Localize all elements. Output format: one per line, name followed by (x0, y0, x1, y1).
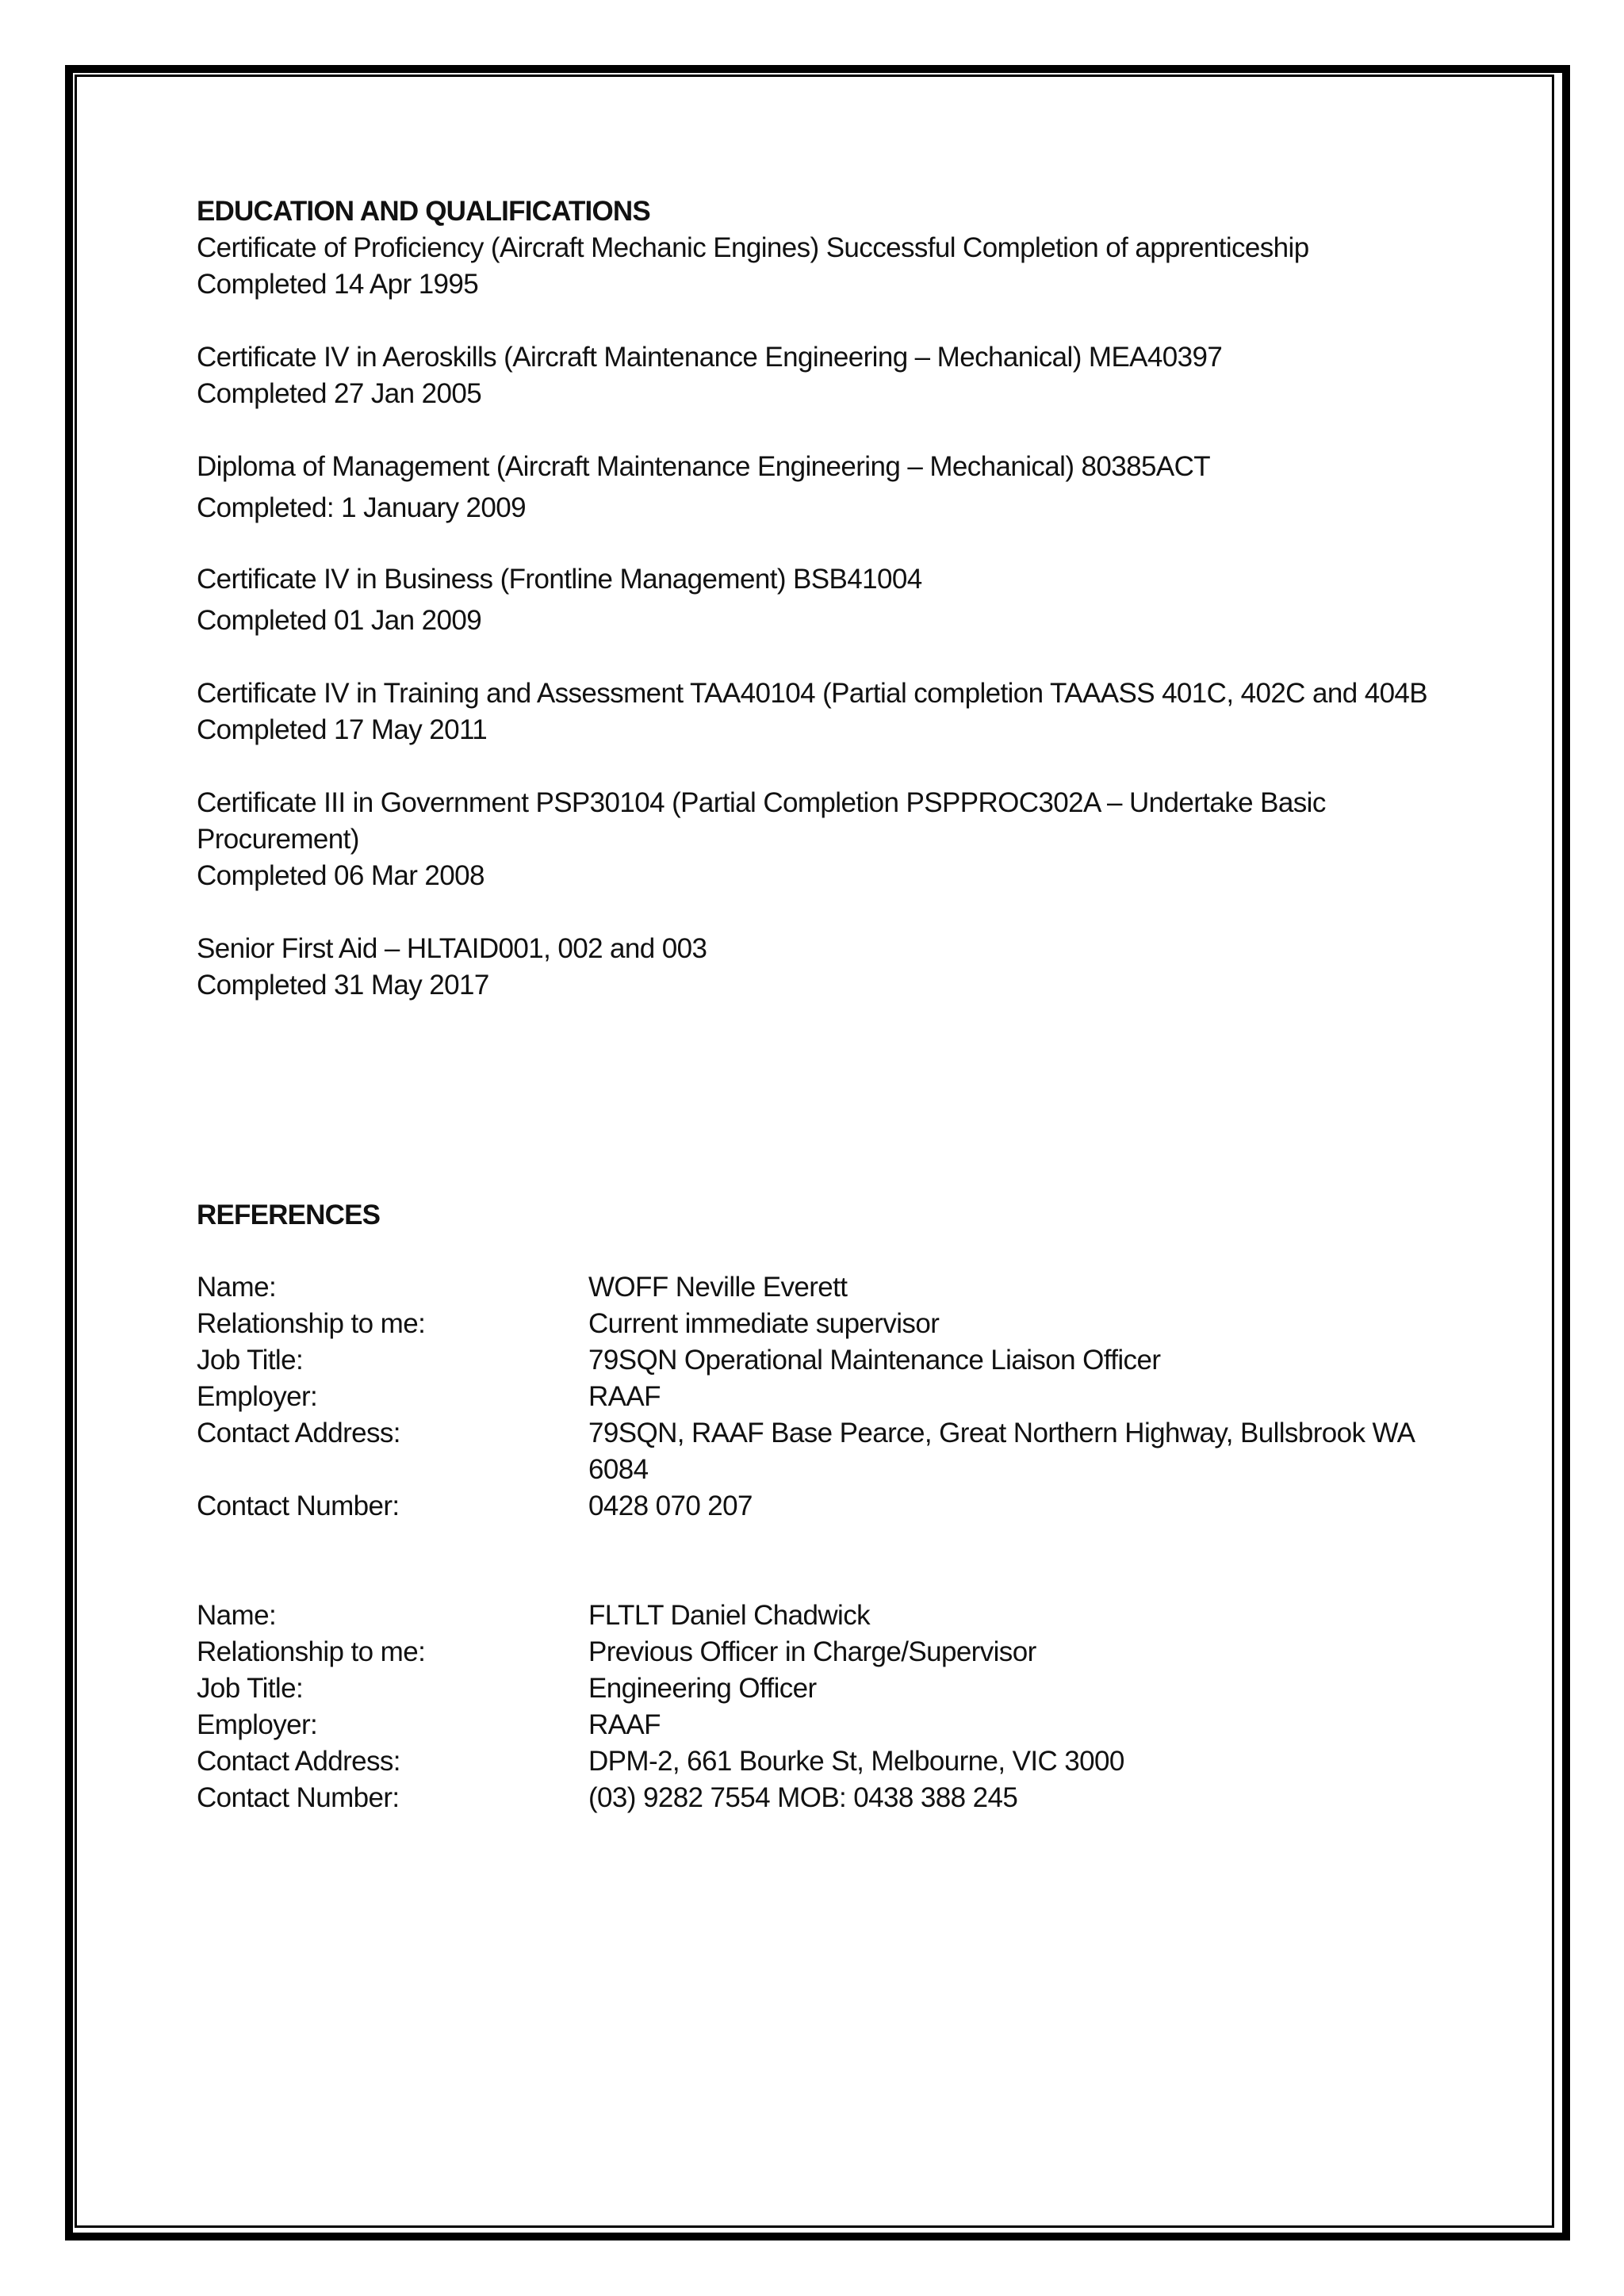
reference-row-address (197, 1415, 1434, 1488)
reference-row-number (197, 1780, 1434, 1816)
reference-row-address (197, 1743, 1434, 1780)
references-heading: REFERENCES (197, 1200, 381, 1230)
reference-number: 0428 070 207 (588, 1490, 753, 1521)
reference-label: Contact Number: (197, 1490, 400, 1521)
reference-row-relationship (197, 1634, 1434, 1670)
qualification-date: Completed 27 Jan 2005 (197, 378, 482, 409)
qualification-date: Completed 31 May 2017 (197, 970, 489, 1001)
reference-row-name (197, 1598, 1434, 1634)
qualification-title: Senior First Aid – HLTAID001, 002 and 003 (197, 933, 707, 964)
qualification-title: Certificate III in Government PSP30104 (Partial Completion PSPPROC302A – Undertake Basic Procurement) (197, 787, 1326, 855)
reference-name: FLTLT Daniel Chadwick (588, 1600, 871, 1631)
reference-label: Contact Address: (197, 1418, 400, 1448)
reference-entry (197, 1598, 1434, 1816)
reference-label: Name: (197, 1600, 277, 1631)
reference-row-relationship (197, 1306, 1434, 1342)
reference-label: Name: (197, 1272, 277, 1303)
qualification-item (197, 675, 1434, 748)
reference-row-job-title (197, 1342, 1434, 1379)
reference-row-name (197, 1269, 1434, 1306)
reference-job-title: Engineering Officer (588, 1673, 817, 1704)
reference-address: 79SQN, RAAF Base Pearce, Great Northern Highway, Bullsbrook WA 6084 (588, 1418, 1414, 1485)
qualification-item (197, 339, 1434, 412)
qualification-title: Diploma of Management (Aircraft Maintenance Engineering – Mechanical) 80385ACT (197, 451, 1211, 482)
reference-row-number (197, 1488, 1434, 1525)
qualification-item (197, 449, 1434, 526)
reference-label: Job Title: (197, 1345, 304, 1376)
reference-employer: RAAF (588, 1709, 661, 1740)
qualification-item (197, 785, 1434, 894)
reference-number: (03) 9282 7554 MOB: 0438 388 245 (588, 1782, 1018, 1813)
qualification-item (197, 561, 1434, 639)
qualification-date: Completed 14 Apr 1995 (197, 269, 479, 300)
qualification-title: Certificate IV in Business (Frontline Management) BSB41004 (197, 564, 922, 595)
reference-label: Relationship to me: (197, 1636, 426, 1667)
qualification-item (197, 230, 1434, 303)
reference-employer: RAAF (588, 1381, 661, 1412)
reference-label: Relationship to me: (197, 1308, 426, 1339)
reference-relationship: Previous Officer in Charge/Supervisor (588, 1636, 1036, 1667)
qualification-date: Completed 01 Jan 2009 (197, 605, 482, 636)
qualification-title: Certificate IV in Training and Assessment TAA40104 (Partial completion TAAASS 401C, 402C and 404B (197, 678, 1428, 709)
education-heading: EDUCATION AND QUALIFICATIONS (197, 196, 650, 227)
reference-label: Employer: (197, 1381, 318, 1412)
reference-label: Employer: (197, 1709, 318, 1740)
qualification-date: Completed: 1 January 2009 (197, 492, 526, 523)
qualification-title: Certificate IV in Aeroskills (Aircraft Maintenance Engineering – Mechanical) MEA40397 (197, 342, 1223, 373)
qualification-date: Completed 06 Mar 2008 (197, 860, 485, 891)
reference-job-title: 79SQN Operational Maintenance Liaison Officer (588, 1345, 1161, 1376)
reference-label: Job Title: (197, 1673, 304, 1704)
reference-relationship: Current immediate supervisor (588, 1308, 940, 1339)
reference-entry (197, 1269, 1434, 1525)
reference-row-employer (197, 1707, 1434, 1743)
qualification-title: Certificate of Proficiency (Aircraft Mechanic Engines) Successful Completion of apprenticeship (197, 232, 1309, 263)
qualification-date: Completed 17 May 2011 (197, 714, 488, 745)
reference-address: DPM-2, 661 Bourke St, Melbourne, VIC 3000 (588, 1746, 1124, 1777)
reference-name: WOFF Neville Everett (588, 1272, 848, 1303)
education-section (197, 193, 1434, 1004)
reference-row-job-title (197, 1670, 1434, 1707)
reference-label: Contact Number: (197, 1782, 400, 1813)
reference-row-employer (197, 1379, 1434, 1415)
reference-label: Contact Address: (197, 1746, 400, 1777)
qualification-item (197, 931, 1434, 1004)
